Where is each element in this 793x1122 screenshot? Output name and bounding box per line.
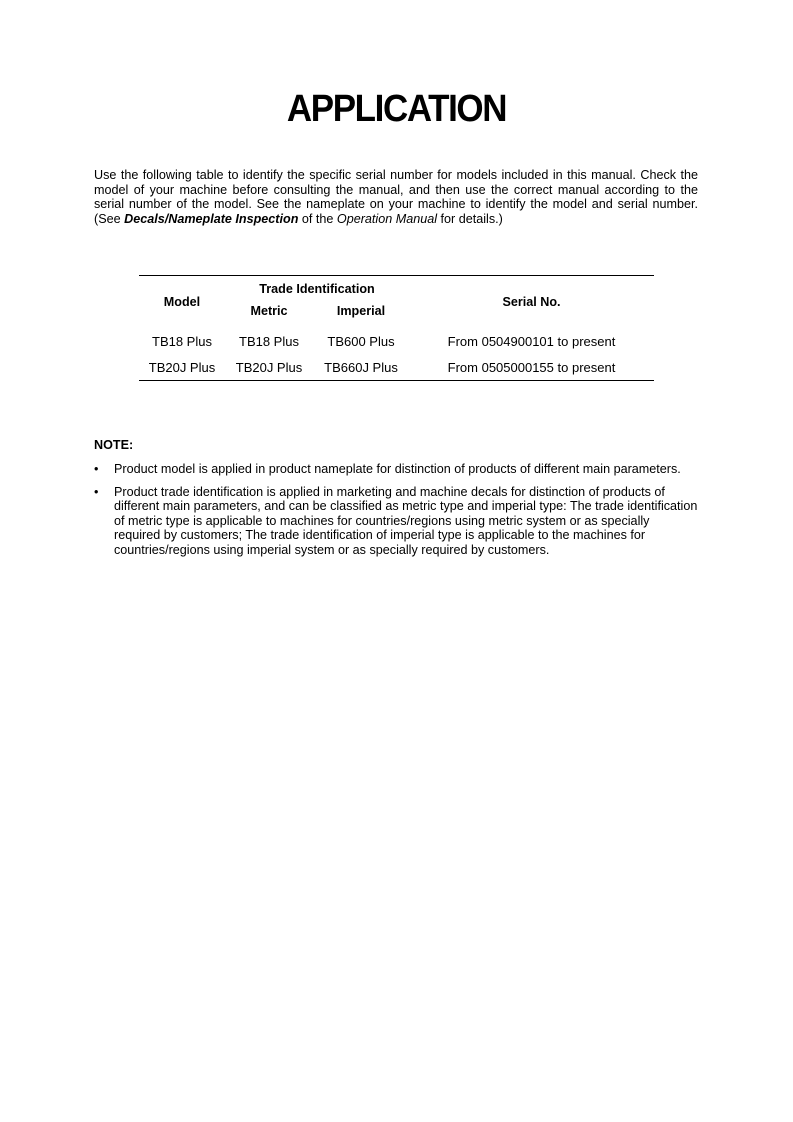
list-item [94, 462, 698, 477]
cell-metric: TB20J Plus [225, 354, 313, 381]
intro-decals-reference: Decals/Nameplate Inspection [124, 211, 299, 226]
note-item-text: Product trade identification is applied in marketing and machine decals for distinction of products of different main parameters, and can be classified as metric type and imperial type: The trade identification of metric type is applicable to machines for countries/regions using metric system or as specially required by customers; The trade identification of imperial type is applicable to the machines for countries/regions using imperial system or as specially required by customers. [114, 484, 698, 557]
table-row [139, 328, 654, 354]
intro-paragraph [94, 168, 698, 226]
note-item-text: Product model is applied in product nameplate for distinction of products of different main parameters. [114, 462, 681, 476]
note-label: NOTE: [94, 438, 134, 452]
cell-metric: TB18 Plus [239, 333, 299, 349]
header-serial-no: Serial No. [409, 276, 654, 329]
intro-text-middle: of the [298, 211, 337, 226]
serial-number-table [139, 275, 654, 381]
cell-model: TB18 Plus [152, 333, 212, 349]
bullet-icon: • [94, 462, 99, 476]
cell-imperial: TB600 Plus [327, 333, 395, 349]
intro-text-after: for details.) [437, 211, 503, 226]
list-item [94, 485, 698, 558]
table-row [139, 354, 654, 381]
intro-text-before: Use the following table to identify the specific serial number for models included in this manual. Check the model of your machine before consulting the manual, and then use the correct manual according to the serial number of the model. See the nameplate on your machine to identify the model and serial number. (See [94, 168, 698, 226]
cell-model: TB20J Plus [139, 354, 225, 381]
intro-manual-reference: Operation Manual [336, 211, 438, 226]
header-trade-identification: Trade Identification [225, 276, 409, 303]
bullet-icon: • [94, 484, 99, 499]
header-model: Model [139, 276, 225, 329]
page-title: APPLICATION [286, 88, 507, 130]
header-metric: Metric [250, 304, 288, 318]
note-list [94, 462, 698, 566]
cell-imperial: TB660J Plus [313, 354, 409, 381]
header-imperial: Imperial [336, 304, 386, 318]
cell-serial: From 0504900101 to present [447, 333, 616, 349]
cell-serial: From 0505000155 to present [409, 354, 654, 381]
